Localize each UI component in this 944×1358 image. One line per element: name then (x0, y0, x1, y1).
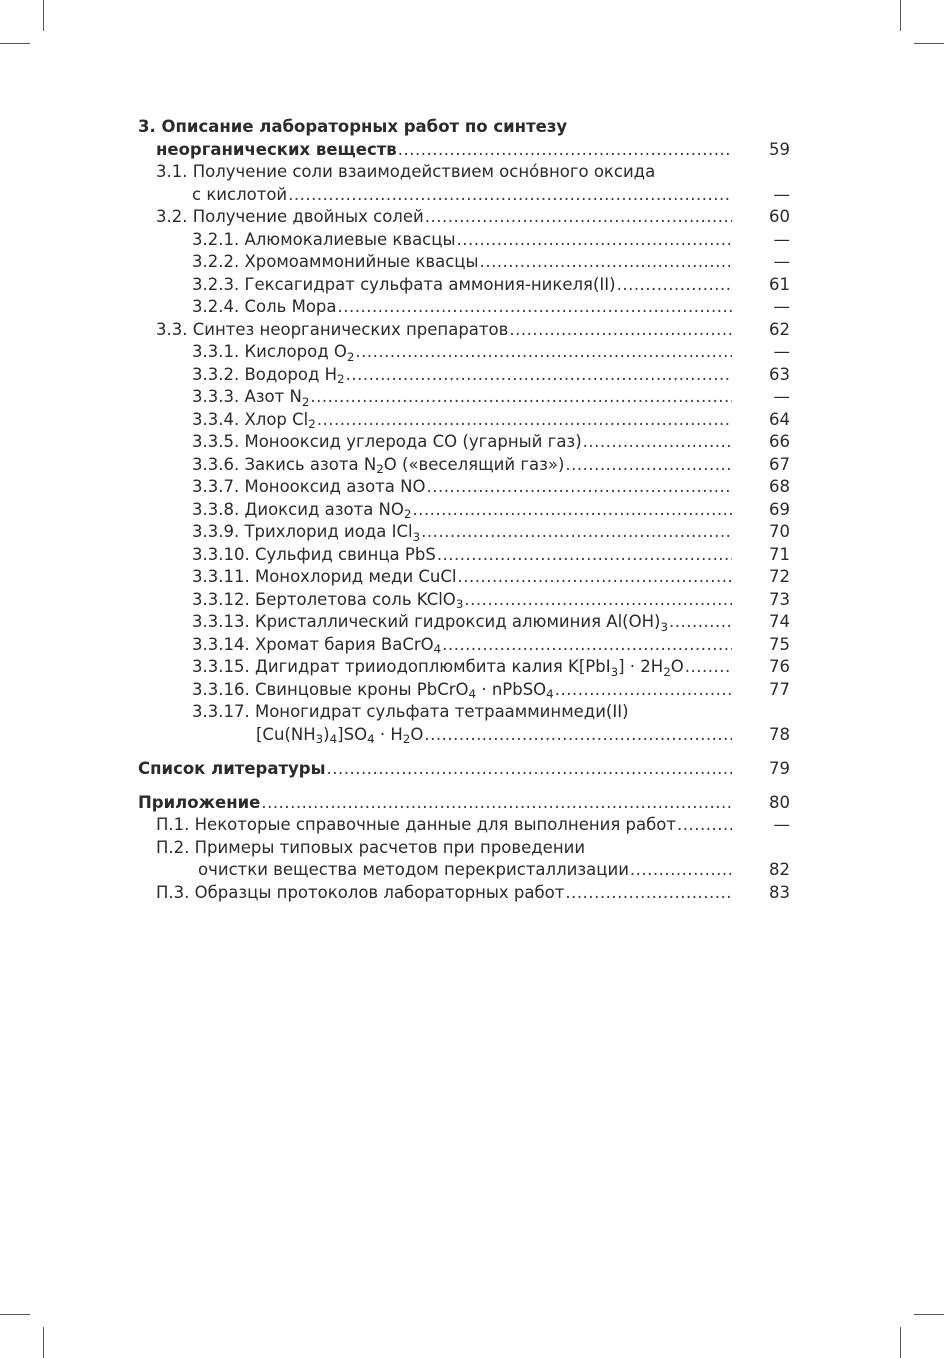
dot-leader (426, 476, 732, 499)
toc-page-number: — (773, 229, 790, 249)
section-gap (138, 780, 790, 792)
crop-mark (43, 0, 44, 31)
dot-leader (565, 454, 732, 477)
toc-page-number: — (773, 342, 790, 361)
toc-page-number: 74 (769, 612, 790, 631)
toc-page-number: 78 (769, 724, 790, 744)
dot-leader (583, 431, 732, 454)
dot-leader (555, 679, 732, 702)
dot-leader (458, 566, 733, 589)
toc-page-number: 73 (769, 589, 790, 609)
toc-page-number: 64 (769, 409, 790, 429)
toc-entry-title: 3.1. Получение соли взаимодействием осно́вного оксида (156, 162, 656, 181)
toc-entry (138, 274, 790, 297)
toc-entry (138, 206, 790, 229)
toc-page-number: — (773, 297, 790, 316)
toc-entry (138, 634, 790, 657)
dot-leader (457, 229, 732, 252)
toc-entry (138, 589, 790, 612)
toc-entry (138, 409, 790, 432)
dot-leader (480, 251, 732, 274)
crop-mark (0, 1314, 30, 1315)
dot-leader (317, 409, 732, 432)
toc-entry-title: 3.3.1. Кислород $O_2$ (192, 342, 355, 364)
toc-entry-title: 3.3.12. Бертолетова соль KClO$_3$ (192, 589, 464, 612)
crop-mark (914, 1314, 944, 1315)
toc-page-number: 63 (769, 364, 790, 384)
toc-page-number: 70 (769, 522, 790, 541)
toc-entry (138, 341, 790, 364)
toc-entry-title: П.1. Некоторые справочные данные для выполнения работ (156, 815, 676, 834)
section-gap (138, 746, 790, 758)
dot-leader (685, 656, 732, 679)
toc-entry (138, 476, 790, 499)
toc-page-number: 61 (769, 274, 790, 294)
crop-mark (43, 1327, 44, 1358)
toc-entry-title: 3.3.16. Свинцовые кроны PbCrO$_4$ · nPbSO$_4$ (192, 679, 554, 702)
toc-entry-title: 3.3. Синтез неорганических препаратов (156, 319, 509, 339)
dot-leader (412, 499, 732, 522)
toc-entry-title: П.2. Примеры типовых расчетов при проведении (156, 837, 586, 857)
toc-entry (138, 882, 790, 905)
dot-leader (442, 634, 732, 657)
toc-entry-title: 3.3.8. Диоксид азота $NO_2$ (192, 499, 412, 522)
toc-page-number: 76 (769, 657, 790, 676)
toc-page-number: 62 (769, 319, 790, 339)
dot-leader (509, 319, 732, 342)
toc-entry-title: П.3. Образцы протоколов лабораторных работ (156, 882, 565, 902)
toc-page-number: 68 (769, 477, 790, 496)
toc-entry (138, 296, 790, 319)
toc-page-number: 77 (769, 679, 790, 699)
toc-entry-title: 3.3.2. Водород $H_2$ (192, 364, 345, 387)
toc-entry-title: 3.3.15. Дигидрат трииодоплюмбита калия $K[PbI_3] \cdot 2H_2O$ (192, 657, 684, 679)
toc-entry-title: 3.3.3. Азот $N_2$ (192, 387, 310, 409)
toc-entry (138, 701, 790, 746)
dot-leader (288, 184, 732, 207)
toc-page-number: — (773, 387, 790, 406)
dot-leader (677, 814, 732, 837)
toc-page-number: 79 (769, 758, 790, 778)
dot-leader (310, 386, 732, 409)
dot-leader (338, 296, 732, 319)
toc-entry (138, 116, 790, 161)
toc-page-number: 82 (769, 860, 790, 879)
dot-leader (425, 206, 732, 229)
dot-leader (617, 274, 732, 297)
toc-entry-title: Приложение (138, 792, 261, 812)
toc-entry (138, 837, 790, 882)
toc-entry-title: $[Cu(NH_3)_4]SO_4 \cdot H_2O$ (256, 724, 424, 747)
dot-leader (261, 792, 732, 815)
toc-entry (138, 679, 790, 702)
toc-entry-title: 3.2.2. Хромоаммонийные квасцы (192, 252, 479, 271)
toc-page-number: — (773, 815, 790, 834)
toc-entry-title: 3.3.6. Закись азота $N_2O$ («веселящий газ») (192, 454, 565, 477)
toc-page-number: — (773, 252, 790, 271)
toc-entry (138, 364, 790, 387)
dot-leader (327, 758, 732, 781)
toc-entry (138, 431, 790, 454)
toc-page-number: 67 (769, 454, 790, 474)
toc-page-number: 71 (769, 544, 790, 564)
dot-leader (669, 611, 732, 634)
toc-entry (138, 544, 790, 567)
toc-entry-title: с кислотой (192, 184, 288, 204)
toc-entry (138, 758, 790, 781)
toc-page-number: 59 (769, 139, 790, 159)
toc-entry-title: очистки вещества методом перекристаллизации (198, 860, 629, 879)
toc-entry-title: 3.3.4. Хлор $Cl_2$ (192, 409, 316, 432)
dot-leader (424, 724, 732, 747)
dot-leader (346, 364, 732, 387)
toc-page-number: — (773, 184, 790, 204)
dot-leader (630, 859, 732, 882)
dot-leader (421, 521, 732, 544)
toc-entry (138, 499, 790, 522)
dot-leader (565, 882, 732, 905)
toc-entry-title: 3.3.7. Монооксид азота NO (192, 477, 426, 496)
toc-entry (138, 521, 790, 544)
toc-page-number: 66 (769, 432, 790, 451)
crop-mark (900, 0, 901, 31)
toc-entry-title: Список литературы (138, 758, 326, 778)
toc-page-number: 69 (769, 499, 790, 519)
toc-entry-title: 3.3.17. Моногидрат сульфата тетраамминмеди(II) (192, 702, 629, 721)
toc-entry (138, 319, 790, 342)
toc-page-number: 80 (769, 792, 790, 812)
toc-entry-title: 3.3.5. Монооксид углерода CO (угарный газ) (192, 432, 582, 451)
crop-mark (900, 1327, 901, 1358)
toc-entry-title: 3.3.11. Монохлорид меди CuCl (192, 567, 457, 586)
toc-entry (138, 386, 790, 409)
dot-leader (464, 589, 732, 612)
toc-entry-title: 3.3.13. Кристаллический гидроксид алюминия $Al(OH)_3$ (192, 612, 669, 634)
crop-mark (914, 43, 944, 44)
toc-entry-title: неорганических веществ (156, 139, 397, 159)
crop-mark (0, 43, 30, 44)
dot-leader (398, 139, 732, 162)
toc-entry (138, 454, 790, 477)
toc-entry (138, 161, 790, 206)
dot-leader (355, 341, 732, 364)
toc-page-number: 83 (769, 882, 790, 902)
toc-entry (138, 229, 790, 252)
toc-entry-title: 3.3.9. Трихлорид иода ICl$_3$ (192, 522, 421, 544)
toc-page-number: 75 (769, 634, 790, 654)
toc-entry (138, 792, 790, 815)
toc-entry-title: 3.2.4. Соль Мора (192, 297, 337, 316)
toc-entry (138, 251, 790, 274)
toc-page-number: 60 (769, 207, 790, 226)
toc-page-number: 72 (769, 567, 790, 586)
toc-entry-title: 3.2.3. Гексагидрат сульфата аммония-никеля(II) (192, 274, 616, 294)
toc-entry-title: 3.2. Получение двойных солей (156, 207, 424, 226)
table-of-contents (138, 116, 790, 904)
toc-entry-title: 3.3.14. Хромат бария BaCrO$_4$ (192, 634, 442, 657)
toc-entry (138, 814, 790, 837)
toc-entry (138, 656, 790, 679)
toc-entry-title: 3.3.10. Сульфид свинца PbS (192, 544, 436, 564)
toc-entry-title: 3. Описание лабораторных работ по синтезу (138, 117, 568, 136)
dot-leader (437, 544, 732, 567)
toc-entry (138, 611, 790, 634)
toc-entry-title: 3.2.1. Алюмокалиевые квасцы (192, 229, 456, 249)
toc-entry (138, 566, 790, 589)
